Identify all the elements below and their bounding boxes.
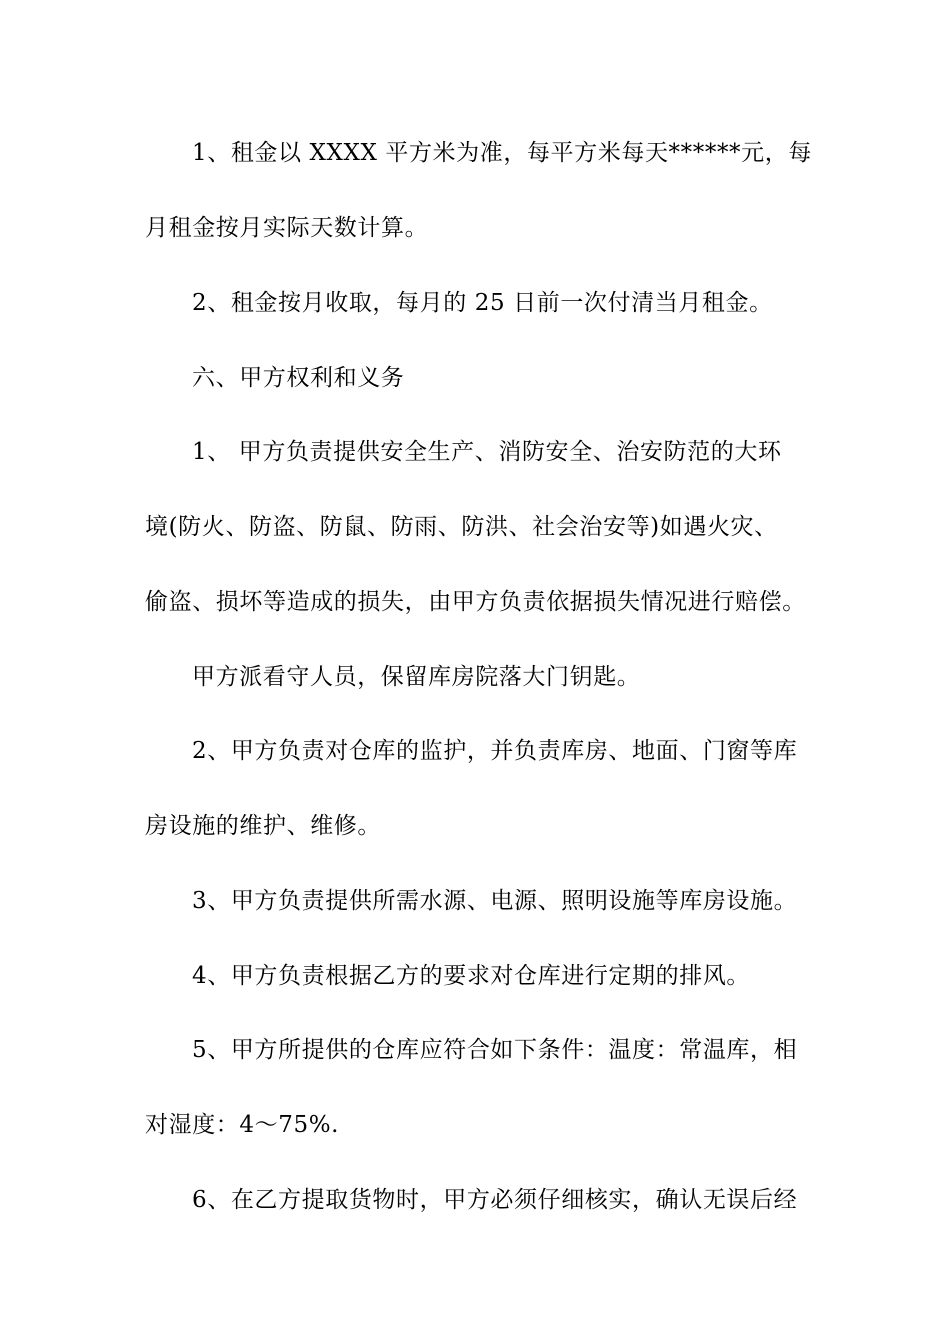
party-a-clause-1-line-1: 1、 甲方负责提供安全生产、消防安全、治安防范的大环 bbox=[192, 439, 782, 465]
party-a-clause-2-line-2: 房设施的维护、维修。 bbox=[145, 813, 381, 839]
rent-clause-2: 2、租金按月收取，每月的 25 日前一次付清当月租金。 bbox=[192, 290, 773, 316]
rent-clause-1-line-2: 月租金按月实际天数计算。 bbox=[145, 215, 429, 241]
section-heading-party-a-rights: 六、甲方权利和义务 bbox=[192, 365, 405, 391]
party-a-clause-1-line-3: 偷盗、损坏等造成的损失，由甲方负责依据损失情况进行赔偿。 bbox=[145, 589, 806, 615]
party-a-clause-6-line-1: 6、在乙方提取货物时，甲方必须仔细核实，确认无误后经 bbox=[192, 1187, 798, 1213]
party-a-clause-3: 3、甲方负责提供所需水源、电源、照明设施等库房设施。 bbox=[192, 888, 798, 914]
rent-clause-1-line-1: 1、租金以 XXXX 平方米为准，每平方米每天******元，每 bbox=[192, 140, 812, 166]
party-a-clause-5-line-2: 对湿度：4～75%. bbox=[145, 1112, 340, 1138]
party-a-clause-5-line-1: 5、甲方所提供的仓库应符合如下条件：温度：常温库，相 bbox=[192, 1037, 798, 1063]
party-a-guard-note: 甲方派看守人员，保留库房院落大门钥匙。 bbox=[192, 664, 641, 690]
party-a-clause-1-line-2: 境(防火、防盗、防鼠、防雨、防洪、社会治安等)如遇火灾、 bbox=[145, 514, 778, 540]
party-a-clause-4: 4、甲方负责根据乙方的要求对仓库进行定期的排风。 bbox=[192, 963, 751, 989]
party-a-clause-2-line-1: 2、甲方负责对仓库的监护，并负责库房、地面、门窗等库 bbox=[192, 738, 798, 764]
